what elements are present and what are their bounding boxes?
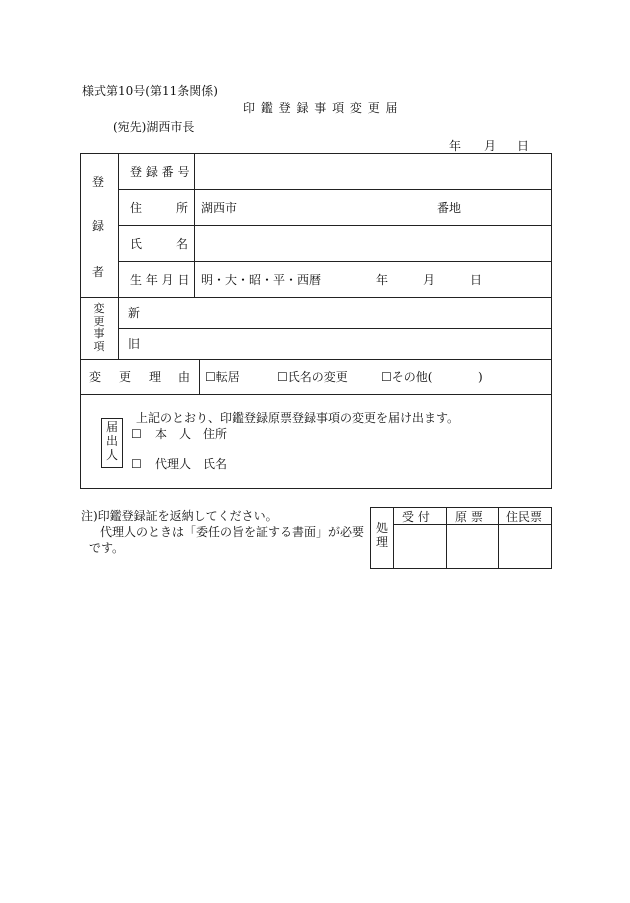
reg-number-field[interactable]: [200, 158, 545, 184]
agent-name-label: 氏名: [203, 457, 228, 471]
declaration-statement: 上記のとおり、印鑑登録原票登録事項の変更を届け出ます。: [136, 411, 460, 425]
addressee: (宛先)湖西市長: [113, 120, 195, 134]
change-new-field[interactable]: [150, 301, 545, 325]
reason-label-3: 理: [149, 370, 162, 384]
self-label: 本 人: [155, 427, 192, 441]
divider: [393, 524, 552, 525]
divider: [118, 261, 552, 262]
note-line-3: です。: [89, 541, 125, 555]
self-checkbox[interactable]: ☐: [131, 427, 142, 441]
change-old-label: 旧: [128, 337, 141, 351]
divider: [80, 394, 552, 395]
change-old-field[interactable]: [150, 332, 545, 356]
reason-name-change-checkbox[interactable]: ☐氏名の変更: [277, 370, 348, 384]
reason-label-2: 更: [119, 370, 132, 384]
reg-number-label: 登 録 番 号: [130, 165, 190, 179]
reason-other-close-paren: ): [478, 370, 483, 384]
form-number: 様式第10号(第11条関係): [82, 84, 218, 98]
reason-other-checkbox[interactable]: ☐その他(: [381, 370, 433, 384]
divider: [80, 359, 552, 360]
address-city: 湖西市: [201, 201, 238, 215]
reason-move-checkbox[interactable]: ☐転居: [205, 370, 240, 384]
divider: [199, 359, 200, 394]
name-field[interactable]: [200, 230, 545, 256]
agent-checkbox[interactable]: ☐: [131, 457, 142, 471]
divider: [393, 507, 394, 569]
birth-day-label: 日: [470, 273, 483, 287]
registrant-side-char-3: 者: [92, 265, 105, 279]
birth-label: 生 年 月 日: [130, 273, 190, 287]
address-banchi: 番地: [437, 201, 462, 215]
form-title: 印 鑑 登 録 事 項 変 更 届: [243, 101, 399, 115]
address-label-1: 住: [130, 201, 143, 215]
registrant-side-char-1: 登: [92, 175, 105, 189]
note-line-1: 注)印鑑登録証を返納してください。: [81, 509, 278, 523]
divider: [118, 225, 552, 226]
address-field[interactable]: [240, 194, 430, 220]
reason-label-4: 由: [178, 370, 191, 384]
self-address-label: 住所: [203, 427, 228, 441]
divider: [118, 189, 552, 190]
divider: [498, 507, 499, 569]
divider: [118, 328, 552, 329]
filer-label: 届出人: [105, 420, 118, 462]
change-new-label: 新: [128, 306, 141, 320]
birth-eras[interactable]: 明・大・昭・平・西暦: [201, 273, 322, 287]
date-year-label: 年: [449, 139, 462, 153]
birth-year-label: 年: [376, 273, 389, 287]
name-label-2: 名: [176, 237, 189, 251]
change-items-side-label: 変更事項: [93, 302, 105, 353]
address-label-2: 所: [176, 201, 189, 215]
name-label-1: 氏: [130, 237, 143, 251]
date-month-label: 月: [484, 139, 497, 153]
agent-label: 代理人: [155, 457, 192, 471]
divider: [80, 297, 552, 298]
birth-month-label: 月: [423, 273, 436, 287]
note-line-2: 代理人のときは「委任の旨を証する書面」が必要: [100, 525, 365, 539]
processing-side-label: 処理: [375, 521, 388, 549]
processing-col-resident: 住民票: [506, 510, 543, 524]
divider: [446, 507, 447, 569]
processing-col-register: 原 票: [455, 510, 483, 524]
processing-col-reception: 受 付: [402, 510, 430, 524]
date-day-label: 日: [517, 139, 530, 153]
registrant-side-char-2: 録: [92, 219, 105, 233]
reason-label-1: 変: [89, 370, 102, 384]
